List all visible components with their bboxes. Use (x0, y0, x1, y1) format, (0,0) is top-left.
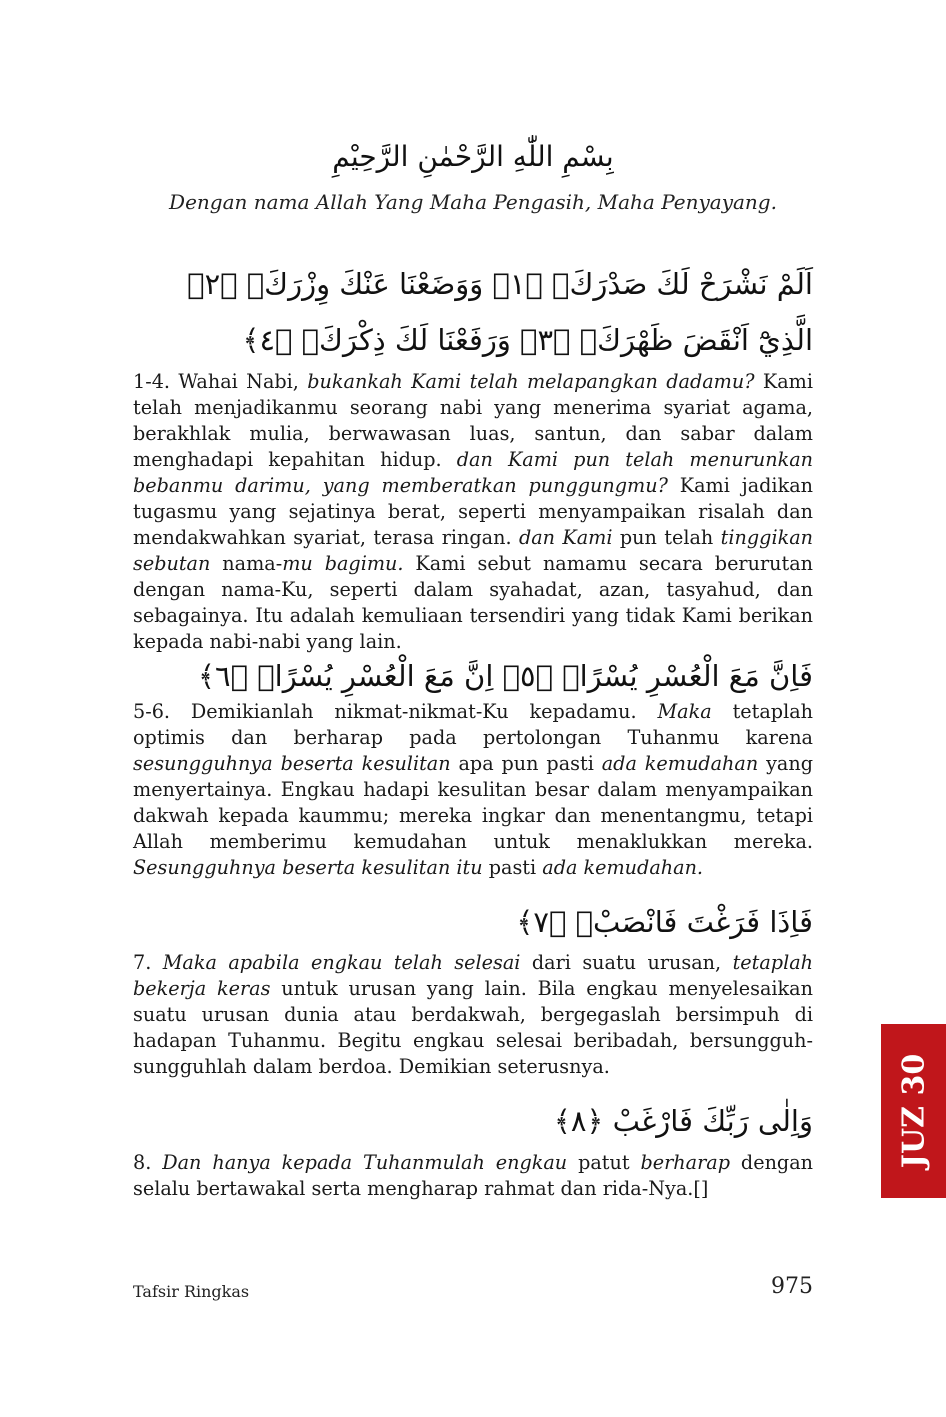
tafsir-paragraph-1-4 (133, 369, 813, 655)
verse-arabic-7: فَاِذَا فَرَغْتَ فَانْصَبْۙ ﴿٧﴾ (516, 905, 813, 939)
verse-arabic-5-6: فَاِنَّ مَعَ الْعُسْرِ يُسْرًاۙ ﴿٥﴾ اِنَّ مَعَ الْعُسْرِ يُسْرًاۗ ﴿٦﴾ (198, 659, 813, 693)
text-run: 5-6. Demikianlah nikmat-nikmat-Ku kepadamu. (133, 700, 658, 723)
text-run: Kami jadikan tugasmu yang sejatinya berat, seperti menyampaikan risalah dan mendakwahkan syariat, terasa ringan. (133, 474, 813, 549)
tafsir-paragraph-5-6 (133, 699, 813, 881)
book-title: Tafsir Ringkas (133, 1282, 250, 1301)
italic-run: berharap (640, 1151, 731, 1174)
text-run: nama- (210, 552, 283, 575)
italic-run: dan Kami pun telah menurunkan bebanmu darimu, yang memberatkan punggungmu? (133, 448, 813, 497)
verse-arabic-1-4: اَلَمْ نَشْرَحْ لَكَ صَدْرَكَۙ ﴿١﴾ وَوَضَعْنَا عَنْكَ وِزْرَكَۙ ﴿٢﴾ الَّذِيْٓ اَنْقَضَ ظَهْرَكَۙ ﴿٣﴾ وَرَفَعْنَا لَكَ ذِكْرَكَۗ ﴿٤﴾ (187, 267, 813, 357)
text-run: 7. (133, 951, 163, 974)
italic-run: sesungguhnya beserta kesulitan (133, 752, 451, 775)
text-run: untuk urusan yang lain. Bila engkau menyelesaikan suatu urusan dunia atau berdakwah, bergegaslah bersimpuh di hadapan Tuhanmu. Begitu engkau selesai beribadah, bersungguh-sungguhlah dalam berdoa. Demikian seterusnya. (133, 977, 813, 1078)
text-run: yang menyertainya. Engkau hadapi kesulitan besar dalam menyampaikan dakwah kepada kaummu; mereka ingkar dan menentangmu, tetapi Allah memberimu kemudahan untuk menaklukkan mereka. (133, 752, 813, 853)
tafsir-paragraph-8 (133, 1150, 813, 1202)
italic-run: tetaplah bekerja keras (133, 951, 814, 1000)
italic-run: mu bagimu. (282, 552, 404, 575)
italic-run: Maka (657, 700, 712, 723)
text-run: Kami sebut namamu secara berurutan dengan nama-Ku, seperti dalam syahadat, azan, tasyahud, dan sebagainya. Itu adalah kemuliaan tersendiri yang tidak Kami berikan kepada nabi-nabi yang lain. (133, 552, 814, 653)
verse-arabic-8: وَاِلٰى رَبِّكَ فَارْغَبْ ﴿٨﴾ (553, 1104, 813, 1138)
text-run: dengan selalu bertawakal serta mengharap rahmat dan rida-Nya.[] (133, 1151, 814, 1200)
italic-run: Maka apabila engkau telah selesai (162, 951, 521, 974)
italic-run: dan Kami (518, 526, 613, 549)
text-run: tetaplah optimis dan berharap pada pertolongan Tuhanmu karena (133, 700, 814, 749)
text-run: 1-4. Wahai Nabi, (133, 370, 308, 393)
text-run: patut (567, 1151, 641, 1174)
text-run: pun telah (612, 526, 721, 549)
italic-run: bukankah Kami telah melapangkan dadamu? (307, 370, 755, 393)
juz-tab (881, 1024, 946, 1198)
italic-run: ada kemudahan (601, 752, 759, 775)
tafsir-paragraph-7 (133, 950, 813, 1080)
italic-run: Dan hanya kepada Tuhanmulah engkau (162, 1151, 568, 1174)
basmala-translation: Dengan nama Allah Yang Maha Pengasih, Maha Penyayang. (169, 190, 777, 214)
italic-run: tinggikan sebutan (133, 526, 814, 575)
text-run: 8. (133, 1151, 163, 1174)
text-run: Kami telah menjadikanmu seorang nabi yang menerima syariat agama, berakhlak mulia, berwawasan luas, santun, dan sabar dalam menghadapi kepahitan hidup. (133, 370, 813, 471)
basmala-arabic: بِسْمِ اللّٰهِ الرَّحْمٰنِ الرَّحِيْمِ (332, 140, 614, 173)
italic-run: Sesungguhnya beserta kesulitan itu (133, 856, 483, 879)
text-run: apa pun pasti (450, 752, 602, 775)
text-run: pasti (482, 856, 543, 879)
text-run: dari suatu urusan, (520, 951, 733, 974)
juz-label: JUZ 30 (896, 1053, 931, 1169)
italic-run: ada kemudahan. (542, 856, 704, 879)
page-number: 975 (771, 1274, 813, 1299)
